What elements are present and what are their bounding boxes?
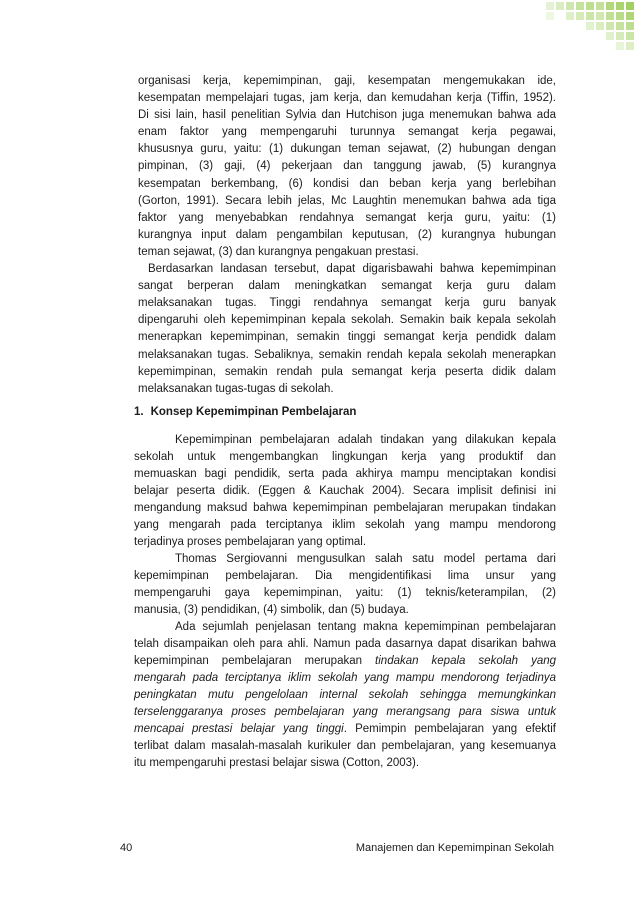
decoration-square [616, 32, 624, 40]
decoration-square [626, 42, 634, 50]
intro-text [138, 73, 556, 398]
text-line: menerapkan kepemimpinan, semakin tinggi semangat kerja pendidk dalam [138, 331, 556, 344]
decoration-square [566, 12, 574, 20]
text-segment: . Pemimpin pembelajaran yang efektif [343, 723, 556, 735]
text-line: (Gorton, 1991). Secara lebih jelas, Mc Laughtin menemukan bahwa ada tiga [138, 194, 556, 207]
text-line: mempengaruhi gaya kepemimpinan, yaitu: (1) teknis/keterampilan, (2) [134, 587, 556, 599]
text-line: Di sisi lain, hasil penelitian Sylvia dan Hutchison juga menemukan bahwa ada [138, 109, 556, 122]
decoration-square [596, 12, 604, 20]
text-line: Thomas Sergiovanni mengusulkan salah satu model pertama dari [175, 553, 556, 565]
text-line: Berdasarkan landasan tersebut, dapat digarisbawahi bahwa kepemimpinan [148, 263, 556, 276]
text-line: sekolah untuk mengembangkan lingkungan kerja yang produktif dan [134, 451, 556, 463]
decoration-square [546, 2, 554, 10]
text-line: memuaskan bagi pendidik, serta pada akhirya mampu menciptakan kondisi [134, 468, 556, 480]
decoration-square [546, 12, 554, 20]
section-number: 1. [134, 406, 144, 418]
decoration-square [626, 12, 634, 20]
decoration-square [596, 22, 604, 30]
text-line: itu mempengaruhi prestasi belajar siswa (Cotton, 2003). [134, 757, 420, 769]
text-line: melaksanakan tugas. Sebaliknya, semakin rendah kepala sekolah menerapkan [138, 348, 556, 361]
text-line: Kepemimpinan pembelajaran adalah tindakan yang dilakukan kepala [175, 434, 556, 446]
paragraph [134, 432, 556, 551]
paragraph [134, 619, 556, 772]
decoration-square [606, 32, 614, 40]
text-line: dipengaruhi oleh kepemimpinan kepala sekolah. Semakin baik kepala sekolah [138, 314, 556, 327]
text-line: organisasi kerja, kepemimpinan, gaji, kesempatan mengemukakan ide, [138, 75, 556, 87]
italic-text-line: terselenggaranya proses pembelajaran yang merangsang para siswa untuk [134, 706, 556, 718]
decoration-square [576, 2, 584, 10]
italic-text-line: peningkatan mutu pengelolaan internal sekolah sehingga memungkinkan [134, 689, 556, 701]
text-line: melaksanakan tugas. Tinggi rendahnya semangat kerja guru banyak [138, 297, 556, 310]
text-line: kesempatan berkembang, (6) kondisi dan beban kerja yang berlebihan [138, 177, 556, 190]
decoration-square [626, 32, 634, 40]
page-number: 40 [120, 842, 133, 854]
text-line: terlibat dalam masalah-masalah kurikuler dan pembelajaran, yang kesemuanya [134, 740, 556, 752]
text-segment: kepemimpinan pembelajaran merupakan [134, 655, 363, 667]
text-line: terjadinya proses pembelajaran yang optimal. [134, 536, 367, 548]
italic-text-line: mengarah pada terciptanya iklim sekolah yang mampu mendorong terjadinya [134, 672, 556, 684]
section-heading [134, 404, 356, 421]
decoration-square [586, 2, 594, 10]
text-line: sangat berperan dalam meningkatkan semangat kerja guru dalam [138, 280, 556, 293]
decoration-square [626, 2, 634, 10]
text-line: teman sejawat, (3) dan kurangnya pengakuan prestasi. [138, 245, 419, 258]
decoration-square [606, 2, 614, 10]
text-line: enam faktor yang mempengaruhi turunnya semangat kerja pegawai, [138, 126, 556, 139]
italic-text-segment: tindakan kepala sekolah yang [375, 655, 557, 667]
decoration-square [576, 12, 584, 20]
section-body [134, 432, 556, 772]
paragraph [134, 551, 556, 619]
text-line: belajar peserta didik. (Eggen & Kauchak 2004). Secara implisit definisi ini [134, 485, 556, 497]
text-line: mengandung maksud bahwa kepemimpinan pembelajaran merupakan tindakan [134, 502, 556, 514]
text-line: manusia, (3) pendidikan, (4) simbolik, dan (5) budaya. [134, 604, 409, 616]
decoration-square [566, 2, 574, 10]
decoration-square [586, 22, 594, 30]
italic-text-segment: mencapai prestasi belajar yang tinggi [134, 723, 344, 735]
text-line: melaksanakan tugas-tugas di sekolah. [138, 382, 334, 395]
text-line: kepemimpinan, semakin rendah pula semangat kerja peserta didik dalam [138, 365, 556, 378]
decoration-square [606, 12, 614, 20]
decoration-square [616, 42, 624, 50]
decoration-square [616, 12, 624, 20]
decoration-square [586, 12, 594, 20]
text-line: telah disampaikan oleh para ahli. Namun pada dasarnya dapat disarikan bahwa [134, 638, 556, 650]
corner-decoration [538, 0, 638, 52]
text-line [134, 721, 556, 738]
text-line: yang mengarah pada terciptanya iklim sekolah yang mampu mendorong [134, 519, 556, 531]
running-footer-title: Manajemen dan Kepemimpinan Sekolah [355, 842, 554, 854]
text-line [134, 653, 556, 670]
decoration-square [556, 2, 564, 10]
text-line: khususnya guru, yaitu: (1) dukungan teman sejawat, (2) hubungan dengan [138, 143, 556, 156]
decoration-square [606, 22, 614, 30]
section-title: Konsep Kepemimpinan Pembelajaran [150, 406, 357, 418]
text-line: kurangnya input dalam pengambilan keputusan, (2) kurangnya hubungan [138, 228, 556, 241]
decoration-square [616, 22, 624, 30]
text-line: Ada sejumlah penjelasan tentang makna kepemimpinan pembelajaran [175, 621, 556, 633]
text-line: pimpinan, (3) gaji, (4) pekerjaan dan tanggung jawab, (5) kurangnya [138, 160, 556, 173]
text-line: faktor yang menyebabkan rendahnya semangat kerja guru, yaitu: (1) [138, 211, 556, 224]
decoration-square [616, 2, 624, 10]
decoration-square [626, 22, 634, 30]
decoration-square [596, 2, 604, 10]
paragraph [138, 73, 556, 261]
paragraph [138, 261, 556, 398]
text-line: kepemimpinan pembelajaran. Dia mengidentifikasi lima unsur yang [134, 570, 556, 582]
text-line: kesempatan mempelajari tugas, jam kerja, dan kemudahan kerja (Tiffin, 1952). [138, 92, 556, 105]
